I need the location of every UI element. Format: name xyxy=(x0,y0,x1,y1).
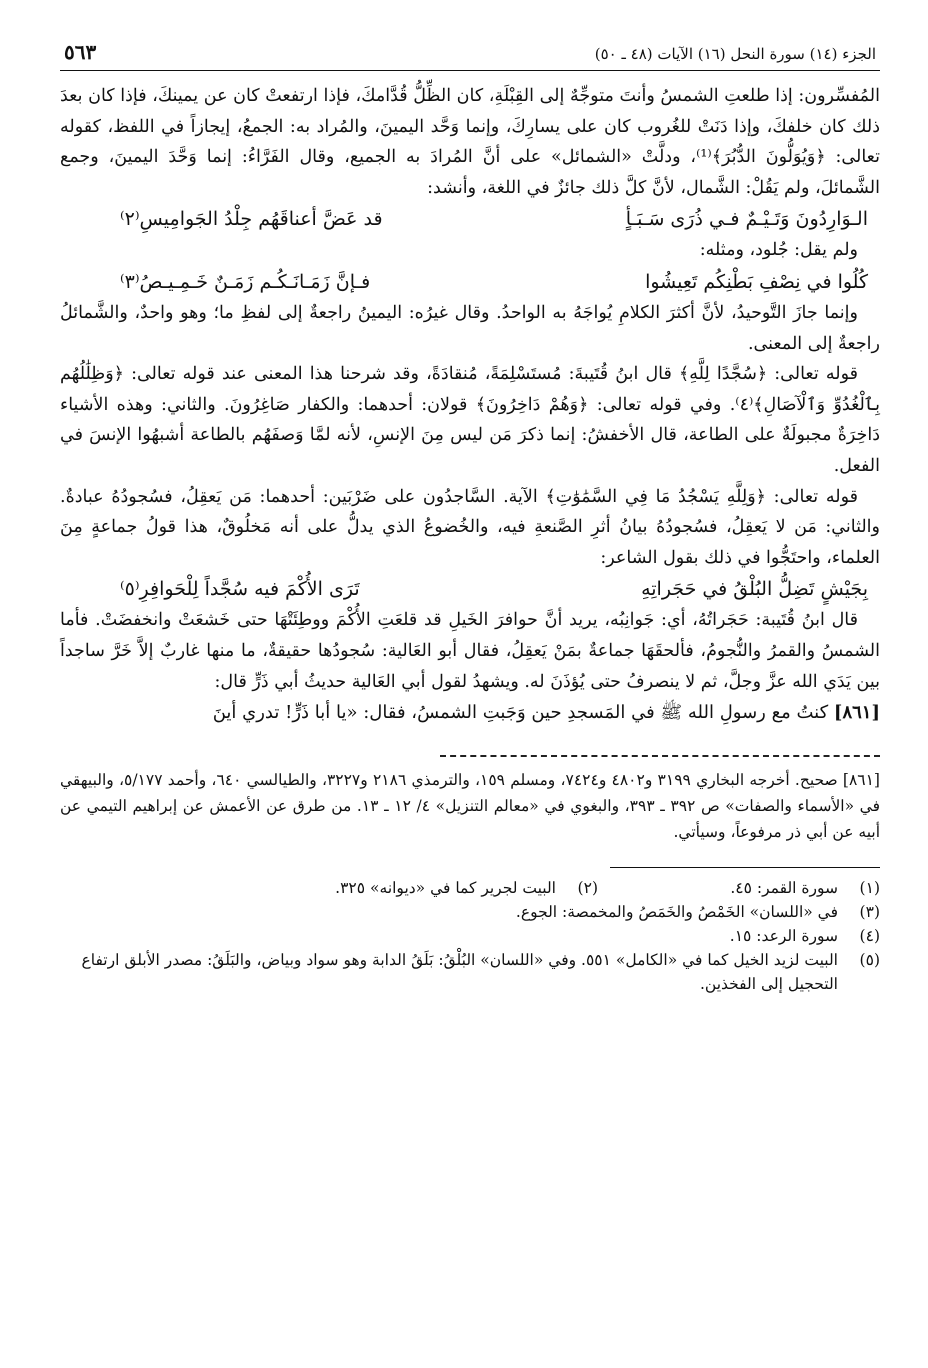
footnotes xyxy=(60,876,880,996)
verse-second-hemistich: فـإنَّ زَمَـانَـكُـم زَمَـنٌ خَـمِـيـصُ⁽٣⁾ xyxy=(120,270,371,293)
paragraph: المُفسِّرون: إذا طلعتِ الشمسُ وأنتَ متوجِّهٌ إلى القِبْلَةِ، كان الظِّلُّ قُدَّامكَ، فإذا ارتفعتْ كان عن يمينكَ، فإذا كان بعدَ ذلك كان خلفكَ، وإذا دَنَتْ للغُروب كان على يسارِكَ، وإنما وَحَّد اليمينَ، والمُراد به: الجمعُ، إيجازاً في اللفظ، كقوله تعالى: ﴿وَيُوَلُّونَ الدُّبُرَ﴾⁽¹⁾، ودلَّتْ «الشمائل» على أنَّ المُرادَ به الجميع، وقال الفَرَّاءُ: إنما وَحَّدَ اليمينَ، وجمع الشَّمائلَ، ولم يَقُلْ: الشَّمال، لأنَّ كلَّ ذلك جائزٌ في اللغة، وأنشد: xyxy=(60,86,880,198)
running-title: الجزء (١٤) سورة النحل (١٦) الآيات (٤٨ ـ ٥٠) xyxy=(594,45,876,63)
footnote-rule xyxy=(610,867,880,868)
poetry-verse xyxy=(60,266,880,298)
footnote-text: البيت لجرير كما في «ديوانه» ٣٢٥. xyxy=(335,879,556,898)
hadith-number: [٨٦١] xyxy=(833,702,880,724)
verse-first-hemistich: كُلُوا في نِصْفِ بَطْنِكُم تَعِيشُوا xyxy=(645,270,868,293)
running-header xyxy=(60,40,880,71)
verse-first-hemistich: بِجَيْشٍ تَضِلُّ البُلْقُ في حَجَراتِهِ xyxy=(641,578,868,601)
takhrij-text: [٨٦١] صحيح. أخرجه البخاري ٣١٩٩ و٤٨٠٢ و٧٤٢٤، ومسلم ١٥٩، والترمذي ٢١٨٦ و٣٢٢٧، والطيالسي ٦٤٠، وأحمد ٥/١٧٧، والبيهقي في «الأسماء والصفات» ص ٣٩٢ ـ ٣٩٣، والبغوي في «معالم التنزيل» ٤/ ١٢ ـ ١٣. من طرق عن الأعمش عن إبراهيم التيمي عن أبيه عن أبي ذر مرفوعاً، وسيأتي. xyxy=(60,771,880,842)
footnote-text: البيت لزيد الخيل كما في «الكامل» ٥٥١. وفي «اللسان» البُلْقُ: بَلَقُ الدابة وهو سواد وبياض، والبَلَقُ: مصدر الأبلق ارتفاع التحجيل إلى الفخذين. xyxy=(81,951,838,994)
paragraph: قوله تعالى: ﴿وَلِلَّهِ يَسْجُدُ مَا فِي السَّمَٰوَٰتِ﴾ الآية. السَّاجدُون على ضَرْبَين: أحدهما: مَن يَعقِلُ، فسُجودُهُ عبادةٌ. والثاني: مَن لا يَعقِلُ، فسُجودُهُ بيانُ أثرِ الصَّنعةِ فيه، والخُضوعُ الذي يدلُّ على أنه مَخلُوقٌ، هذا قولُ جماعةٍ مِنَ العلماء، واحتَجُّوا في ذلك بقول الشاعر: xyxy=(60,486,880,568)
dashed-separator xyxy=(440,755,880,757)
paragraph: قال ابنُ قُتَيبة: حَجَراتُهُ، أي: جَوانِبُه، يريد أنَّ حوافرَ الخَيلِ قد قلعَتِ الأُكْمَ ووطِئَتْهَا حتى خَشعَتْ وانخفضَتْ. فأما الشمسُ والقمرُ والنُّجومُ، فألحقَهَا جماعةٌ بمَنْ يَعقِلُ، فقال أبو العَالية: سُجودُها حقيقةٌ، ما منها غاربٌ إلاَّ خَرَّ ساجداً بين يَدَي الله عزَّ وجلَّ، ثم لا ينصرفُ حتى يُؤذَنَ له. ويشهدُ لقول أبي العَالية حديثُ أبي ذَرٍّ قال: xyxy=(60,610,880,692)
hadith-text: كنتُ مع رسولِ الله ﷺ في المَسجدِ حين وَجَبتِ الشمسُ، فقال: «يا أبا ذَرٍّ! تدري أينَ xyxy=(212,702,829,724)
poetry-verse xyxy=(60,573,880,605)
paragraph: قوله تعالى: ﴿سُجَّدًا لِلَّهِ﴾ قال ابنُ قُتَيبةَ: مُستَسْلِمَةً، مُنقادَةً، وقد شرحنا هذا المعنى عند قوله تعالى: ﴿وَظِلَٰلُهُم بِٱلْغُدُوِّ وَٱلْآصَالِ﴾⁽٤⁾. وفي قوله تعالى: ﴿وَهُمْ دَاخِرُونَ﴾ قولان: أحدهما: والكفار صَاغِرُونَ. والثاني: وهذه الأشياء دَاخِرَةٌ مجبولَةٌ على الطاعة، قال الأخفشُ: إنما ذكرَ مَن ليس مِنَ الإنسِ، لأنه لمَّا وَصفَهُم بالطاعة أشبهُوا الإنسَ في الفعل. xyxy=(60,364,880,476)
footnote-row xyxy=(60,948,880,996)
footnote-row xyxy=(60,876,880,900)
footnote-number: (٣) xyxy=(859,903,880,922)
footnote-text: سورة القمر: ٤٥. xyxy=(730,879,838,898)
footnote-number: (١) xyxy=(859,879,880,898)
verse-first-hemistich: الـوَارِدُونَ وَتَـيْـمٌ فـي ذُرَى سَـبَـأٍ xyxy=(625,208,868,231)
footnote-text: سورة الرعد: ١٥. xyxy=(729,927,838,946)
page-number: ٥٦٣ xyxy=(64,40,97,64)
footnote-number: (٤) xyxy=(859,927,880,946)
hadith-paragraph xyxy=(60,697,880,729)
footnote-text: في «اللسان» الخَمْصُ والخَمَصُ والمخمصة: الجوع. xyxy=(515,903,838,922)
poetry-verse xyxy=(60,203,880,235)
takhrij-section xyxy=(60,767,880,845)
verse-second-hemistich: تَرَى الأُكْمَ فيه سُجَّداً لِلْحَوافِرِ⁽٥⁾ xyxy=(120,578,360,601)
book-page xyxy=(60,40,880,1344)
footnote-number: (٥) xyxy=(859,951,880,970)
footnote-number: (٢) xyxy=(577,879,598,898)
verse-second-hemistich: قد عَضَّ أعناقَهُم جِلْدُ الجَوامِيسِ⁽٢⁾ xyxy=(120,208,383,231)
main-text xyxy=(60,81,880,729)
footnote-row xyxy=(60,924,880,948)
paragraph: وإنما جازَ التَّوحيدُ، لأنَّ أكثرَ الكلامِ يُواجَهُ به الواحدُ. وقال غيرُه: اليمينُ راجعةٌ إلى لفظِ ما؛ وهو واحدٌ، والشَّمائلُ راجعةٌ إلى المعنى. xyxy=(60,302,880,354)
footnote-row xyxy=(60,900,880,924)
paragraph: ولم يقل: جُلود، ومثله: xyxy=(699,240,858,261)
